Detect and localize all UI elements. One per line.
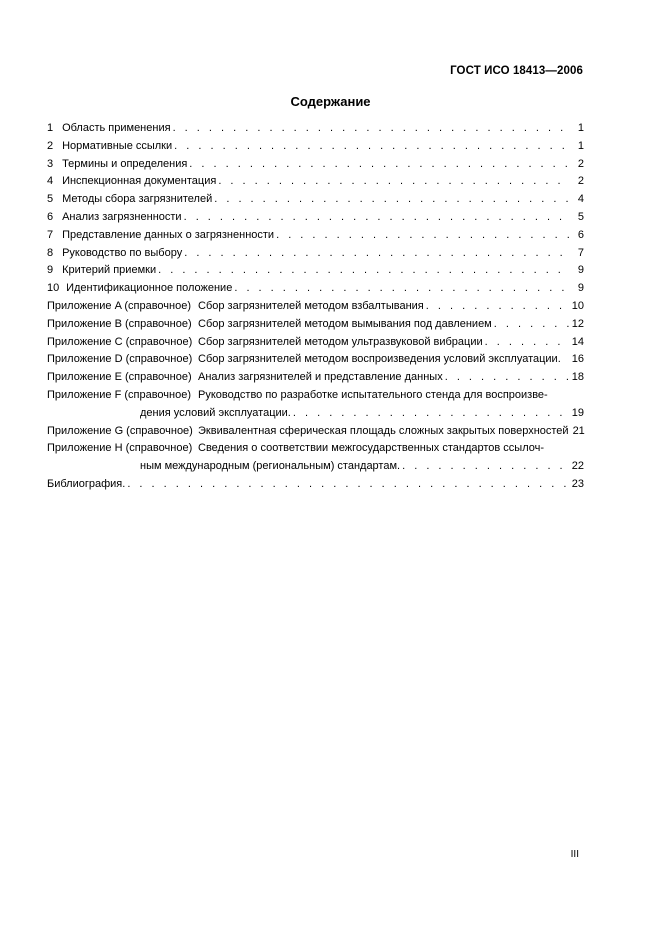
leader-dots [426, 298, 570, 316]
toc-entry-section-10[interactable] [47, 280, 584, 298]
page-number: 12 [571, 317, 584, 330]
page-number: 19 [571, 406, 584, 419]
toc-entry-section-8[interactable] [47, 245, 584, 263]
toc-entry-section-3[interactable] [47, 156, 584, 174]
section-title: Инспекционная документация [62, 175, 217, 188]
leader-dots [234, 280, 570, 298]
page-number: 18 [571, 371, 584, 384]
section-title: Анализ загрязненности [62, 210, 182, 223]
toc-entry-section-6[interactable] [47, 209, 584, 227]
section-number: 4 [47, 175, 54, 188]
toc-entry-annex-a[interactable] [47, 298, 584, 316]
bibliography-title: Библиография. [47, 477, 126, 490]
toc-entry-section-5[interactable] [47, 191, 584, 209]
section-number: 9 [47, 264, 54, 277]
section-title: Критерий приемки [62, 264, 157, 277]
leader-dots [293, 405, 570, 423]
section-number: 8 [47, 246, 54, 259]
annex-label: Приложение C (справочное) [47, 335, 193, 348]
toc-entry-annex-e[interactable] [47, 369, 584, 387]
annex-title: Сведения о соответствии межгосударственных стандартов ссылоч- [198, 442, 545, 455]
annex-title: Сбор загрязнителей методом ультразвуковой вибрации [198, 335, 483, 348]
section-title: Нормативные ссылки [62, 139, 173, 152]
toc-entry-section-7[interactable] [47, 227, 584, 245]
toc-entry-section-2[interactable] [47, 138, 584, 156]
page-number: 22 [571, 460, 584, 473]
toc-entry-annex-h[interactable] [47, 440, 584, 458]
page-number: 23 [571, 477, 584, 490]
annex-label: Приложение F (справочное) [47, 388, 192, 401]
page-number: 9 [577, 264, 584, 277]
section-number: 6 [47, 210, 54, 223]
standard-designation: ГОСТ ИСО 18413—2006 [450, 65, 583, 77]
page-number: 7 [577, 246, 584, 259]
section-title: Методы сбора загрязнителей [62, 193, 213, 206]
page-number: 10 [571, 299, 584, 312]
annex-label: Приложение D (справочное) [47, 353, 193, 366]
annex-label: Приложение H (справочное) [47, 442, 193, 455]
section-number: 5 [47, 193, 54, 206]
section-title: Руководство по выбору [62, 246, 183, 259]
leader-dots [189, 156, 570, 174]
page-number: 1 [577, 122, 584, 134]
annex-title: Сбор загрязнителей методом воспроизведения условий эксплуатации. [198, 353, 561, 366]
annex-title: Руководство по разработке испытательного стенда для воспроизве- [198, 388, 548, 401]
toc-entry-section-4[interactable] [47, 173, 584, 191]
page-number-footer: III [570, 849, 579, 860]
page-number: 14 [571, 335, 584, 348]
annex-title-continuation: ным международным (региональным) стандартам. [140, 460, 401, 473]
page-number: 4 [577, 193, 584, 206]
section-number: 3 [47, 157, 54, 170]
section-title: Область применения [62, 122, 171, 134]
page-number: 6 [577, 228, 584, 241]
toc-entry-annex-h-continuation[interactable] [47, 458, 584, 476]
leader-dots [173, 120, 570, 138]
annex-label: Приложение B (справочное) [47, 317, 192, 330]
page-number: 21 [572, 424, 585, 437]
leader-dots [445, 369, 570, 387]
toc-entry-section-9[interactable] [47, 262, 584, 280]
annex-title-continuation: дения условий эксплуатации. [140, 406, 291, 419]
leader-dots [218, 173, 570, 191]
toc-entry-annex-c[interactable] [47, 334, 584, 352]
toc-entry-annex-f[interactable] [47, 387, 584, 405]
leader-dots [184, 245, 570, 263]
annex-title: Эквивалентная сферическая площадь сложных закрытых поверхностей [198, 424, 569, 437]
toc-entry-annex-f-continuation[interactable] [47, 405, 584, 423]
section-title: Термины и определения [62, 157, 188, 170]
leader-dots [184, 209, 570, 227]
leader-dots [485, 334, 570, 352]
section-number: 10 [47, 282, 60, 295]
toc-entry-annex-b[interactable] [47, 316, 584, 334]
annex-title: Анализ загрязнителей и представление данных [198, 371, 443, 384]
section-title: Представление данных о загрязненности [62, 228, 275, 241]
page-number: 1 [577, 139, 584, 152]
leader-dots [402, 458, 570, 476]
leader-dots [276, 227, 570, 245]
page-number: 2 [577, 157, 584, 170]
page-number: 2 [577, 175, 584, 188]
annex-label: Приложение G (справочное) [47, 424, 193, 437]
page-number: 5 [577, 210, 584, 223]
section-title: Идентификационное положение [66, 282, 233, 295]
table-of-contents [47, 120, 584, 494]
toc-entry-section-1[interactable] [47, 120, 584, 138]
section-number: 7 [47, 228, 54, 241]
leader-dots [214, 191, 570, 209]
page-number: 16 [571, 353, 584, 366]
annex-title: Сбор загрязнителей методом взбалтывания [198, 299, 424, 312]
leader-dots [494, 316, 570, 334]
toc-entry-annex-g[interactable] [47, 423, 584, 441]
annex-title: Сбор загрязнителей методом вымывания под давлением [198, 317, 492, 330]
annex-label: Приложение E (справочное) [47, 371, 192, 384]
annex-label: Приложение A (справочное) [47, 299, 192, 312]
leader-dots [127, 476, 569, 494]
leader-dots [174, 138, 570, 156]
section-number: 2 [47, 139, 54, 152]
leader-dots [158, 262, 570, 280]
toc-entry-annex-d[interactable] [47, 351, 584, 369]
section-number: 1 [47, 122, 54, 134]
toc-entry-bibliography[interactable] [47, 476, 584, 494]
toc-title: Содержание [290, 94, 371, 109]
page-number: 9 [577, 282, 584, 295]
